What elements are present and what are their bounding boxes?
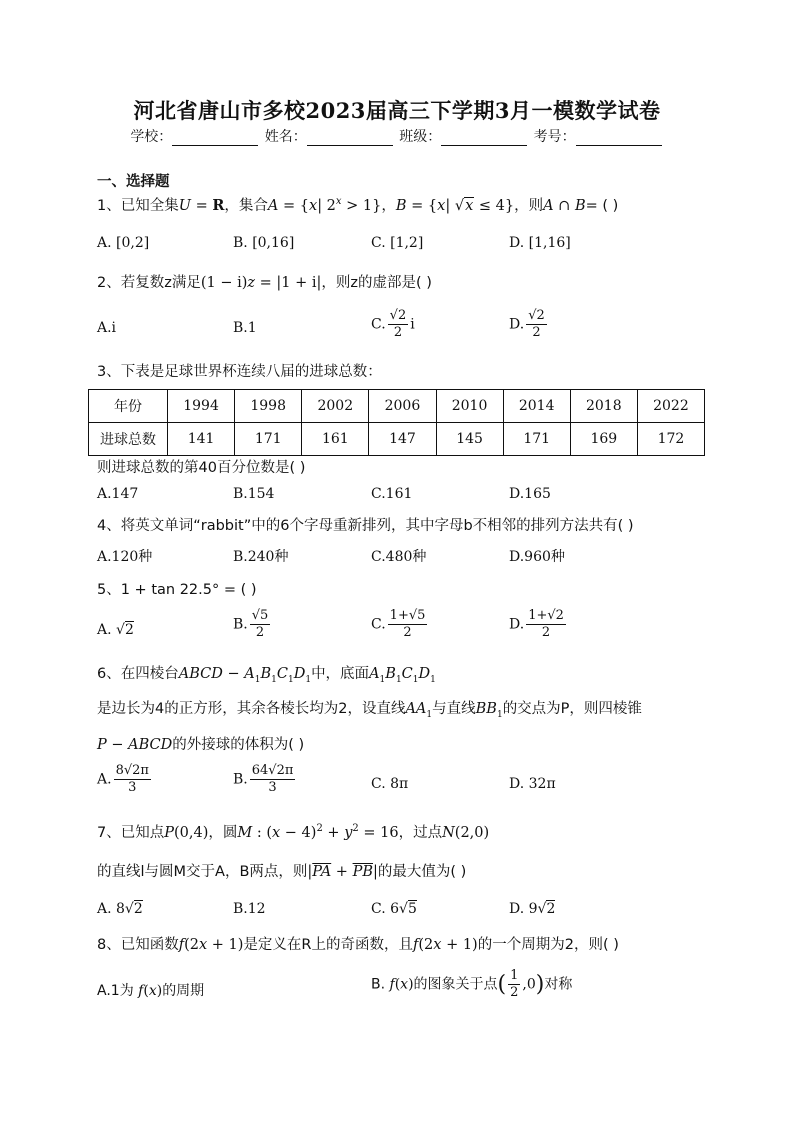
- school-blank[interactable]: [172, 131, 258, 146]
- q8-option-a[interactable]: A.1为 f(x)的周期: [97, 983, 205, 999]
- table-cell: 2018: [570, 390, 637, 423]
- table-cell: 172: [637, 423, 704, 456]
- table-cell: 1994: [168, 390, 235, 423]
- table-cell: 2010: [436, 390, 503, 423]
- q4-option-a[interactable]: A.120种: [97, 549, 153, 565]
- question-7-line-2: 的直线l与圆M交于A，B两点，则$|\overline{PA} + \overline{PB}|$的最大值为( ): [97, 864, 467, 880]
- question-4: 4、将英文单词“rabbit”中的6个字母重新排列，其中字母b不相邻的排列方法共有( ): [97, 518, 634, 534]
- q2-option-b[interactable]: B.1: [233, 320, 257, 336]
- q3-option-b[interactable]: B.154: [233, 486, 275, 502]
- page-title: 河北省唐山市多校2023届高三下学期3月一模数学试卷: [133, 98, 661, 123]
- table-cell: 161: [302, 423, 369, 456]
- question-2: 2、若复数z满足(1 − i)z = |1 + i|，则z的虚部是( ): [97, 275, 432, 291]
- q4-option-d[interactable]: D.960种: [509, 549, 565, 565]
- table-cell: 141: [168, 423, 235, 456]
- q8-option-b[interactable]: B. f(x)的图象关于点( $\frac{1}{2}$ ,0)对称: [371, 968, 573, 1000]
- table-cell: 171: [503, 423, 570, 456]
- q5-option-d[interactable]: D. $\frac{1+√2}{2}$: [509, 608, 564, 640]
- section-heading: 一、选择题: [97, 174, 170, 190]
- student-info-line: [0, 126, 794, 146]
- question-1: 1、已知全集U = R，集合A = {x| $2^x > 1$}，B = {x| √x ≤ 4}，则A ∩ B= ( ): [97, 196, 619, 214]
- table-cell: 169: [570, 423, 637, 456]
- q6-option-b[interactable]: B. $\frac{64√2\pi}{3}$: [233, 763, 294, 795]
- class-blank[interactable]: [441, 131, 527, 146]
- q2-option-c[interactable]: C. $\frac{√2}{2}$ i: [371, 308, 415, 340]
- q2-option-a[interactable]: A.i: [97, 320, 117, 336]
- table-cell: 2002: [302, 390, 369, 423]
- table-cell: 171: [235, 423, 302, 456]
- question-6-line-2: 是边长为4的正方形，其余各棱长均为2，设直线$AA_1$与直线$BB_1$的交点为P，则四棱锥: [97, 701, 642, 720]
- question-7-line-1: 7、已知点P(0,4)，圆M : $(x - 4)^2 + y^2 = 16$，过点N(2,0): [97, 823, 490, 841]
- q6-option-a[interactable]: A. $\frac{8√2\pi}{3}$: [97, 763, 149, 795]
- table-cell: 2014: [503, 390, 570, 423]
- exam-no-blank[interactable]: [576, 131, 662, 146]
- q6-option-c[interactable]: C. 8π: [371, 776, 409, 792]
- q7-option-c[interactable]: C. 6√5: [371, 901, 417, 917]
- exam-no-label: 考号：: [533, 129, 576, 145]
- question-5: 5、1 + tan 22.5° = ( ): [97, 582, 257, 598]
- q2-option-d[interactable]: D. $\frac{√2}{2}$: [509, 308, 545, 340]
- table-cell: 145: [436, 423, 503, 456]
- table-cell: 147: [369, 423, 436, 456]
- q5-option-c[interactable]: C. $\frac{1+√5}{2}$: [371, 608, 426, 640]
- q4-option-c[interactable]: C.480种: [371, 549, 427, 565]
- q7-option-d[interactable]: D. 9√2: [509, 901, 556, 917]
- q1-option-d[interactable]: D. [1,16]: [509, 235, 571, 251]
- question-6-line-3: P − ABCD的外接球的体积为( ): [97, 737, 305, 753]
- q1-option-c[interactable]: C. [1,2]: [371, 235, 424, 251]
- q1-option-a[interactable]: A. [0,2]: [97, 235, 150, 251]
- table-cell: 1998: [235, 390, 302, 423]
- table-cell: 2022: [637, 390, 704, 423]
- question-3: 3、下表是足球世界杯连续八届的进球总数：: [97, 364, 382, 380]
- q7-option-b[interactable]: B.12: [233, 901, 266, 917]
- table-header-cell: 进球总数: [89, 423, 168, 456]
- q1-option-b[interactable]: B. [0,16]: [233, 235, 295, 251]
- class-label: 班级：: [399, 129, 442, 145]
- q3-option-d[interactable]: D.165: [509, 486, 551, 502]
- q5-option-b[interactable]: B. $\frac{√5}{2}$: [233, 608, 269, 640]
- table-cell: 2006: [369, 390, 436, 423]
- name-blank[interactable]: [307, 131, 393, 146]
- table-row: [89, 390, 705, 423]
- q3-option-a[interactable]: A.147: [97, 486, 139, 502]
- q7-option-a[interactable]: A. 8√2: [97, 901, 143, 917]
- q6-option-d[interactable]: D. 32π: [509, 776, 556, 792]
- table-header-cell: 年份: [89, 390, 168, 423]
- question-8: 8、已知函数f(2x + 1)是定义在R上的奇函数，且f(2x + 1)的一个周期为2，则( ): [97, 937, 619, 953]
- name-label: 姓名：: [264, 129, 307, 145]
- school-label: 学校：: [130, 129, 173, 145]
- question-3-continued: 则进球总数的第40百分位数是( ): [97, 460, 306, 476]
- world-cup-goals-table: [88, 389, 705, 456]
- q4-option-b[interactable]: B.240种: [233, 549, 289, 565]
- question-6-line-1: 6、在四棱台ABCD − $A_1B_1C_1D_1$中，底面$A_1B_1C_1D_1$: [97, 666, 436, 685]
- table-row: [89, 423, 705, 456]
- q5-option-a[interactable]: A. √2: [97, 622, 134, 638]
- q3-option-c[interactable]: C.161: [371, 486, 413, 502]
